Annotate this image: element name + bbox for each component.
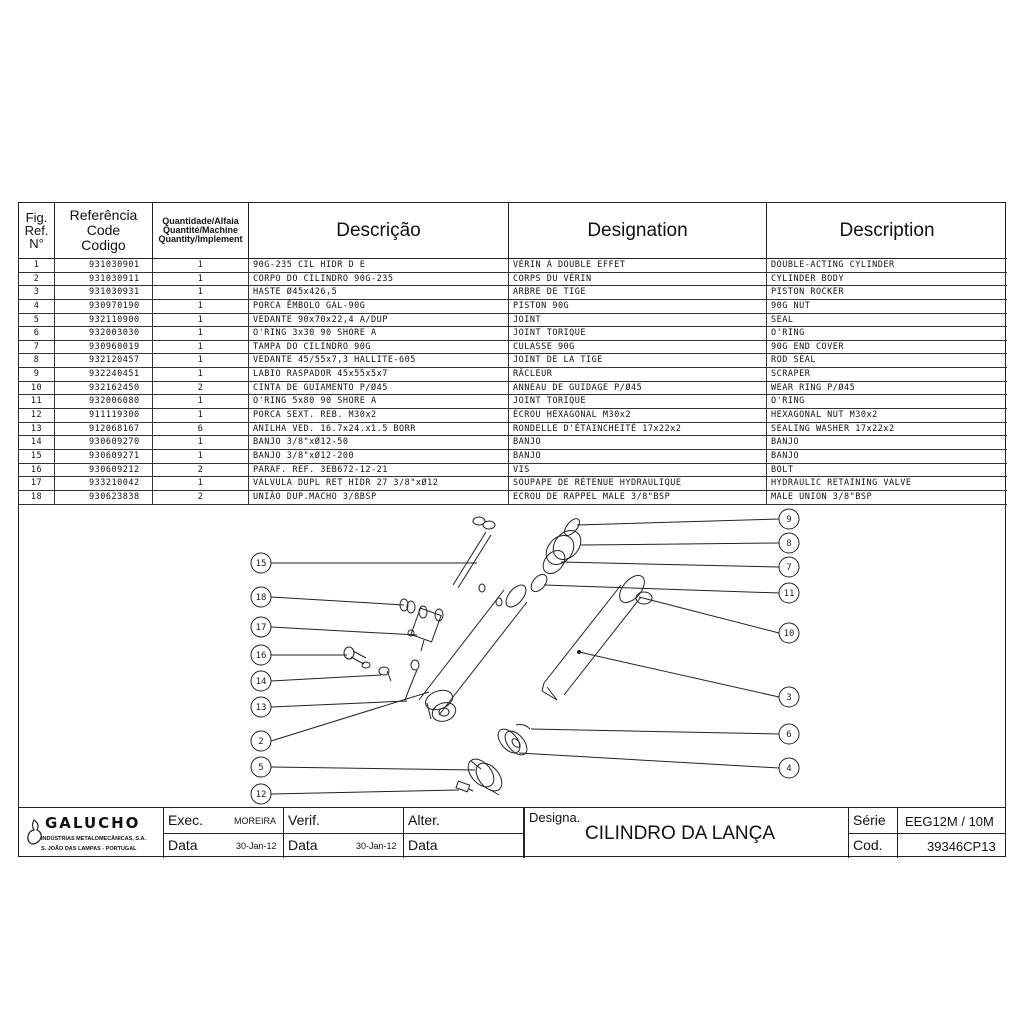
company-logo-cell xyxy=(19,808,164,858)
cell-fr: RONDELLE D'ÉTAINCHEITÉ 17x22x2 xyxy=(509,423,767,436)
header-ref-line1: Fig. xyxy=(25,210,48,225)
cell-ref: 2 xyxy=(19,273,55,286)
cell-code: 931030901 xyxy=(55,259,153,272)
cell-ref: 9 xyxy=(19,368,55,381)
cell-code: 930609212 xyxy=(55,464,153,477)
header-qty-line1: Quantidade/Alfaia xyxy=(162,216,239,226)
cell-ref: 12 xyxy=(19,409,55,422)
cell-fr: ARBRE DE TIGE xyxy=(509,286,767,299)
table-row xyxy=(19,341,1007,355)
callout-12: 12 xyxy=(255,790,267,800)
title-block xyxy=(19,807,1005,858)
gland-seals-shape xyxy=(528,516,587,594)
header-code-line3: Codigo xyxy=(81,237,126,253)
cell-fr: PISTON 90G xyxy=(509,300,767,313)
cell-ref: 6 xyxy=(19,327,55,340)
oring-6-shape xyxy=(516,725,530,730)
table-row xyxy=(19,259,1007,273)
table-row xyxy=(19,286,1007,300)
cell-pt: BANJO 3/8"xØ12-200 xyxy=(249,450,509,463)
table-row xyxy=(19,409,1007,423)
parts-table xyxy=(19,259,1007,505)
cell-fr: CORPS DU VÉRIN xyxy=(509,273,767,286)
cell-ref: 4 xyxy=(19,300,55,313)
table-row xyxy=(19,314,1007,328)
cell-en: O'RING xyxy=(771,396,805,407)
cell-code: 932120457 xyxy=(55,354,153,367)
designa-label: Designa. xyxy=(529,810,581,825)
callouts-left xyxy=(251,553,477,804)
callout-16: 16 xyxy=(255,651,267,661)
exec-date: 30-Jan-12 xyxy=(236,841,277,851)
serie-cod-cell xyxy=(849,808,1005,858)
table-row xyxy=(19,477,1007,491)
cell-fr: JOINT xyxy=(509,314,767,327)
callout-7: 7 xyxy=(786,563,792,573)
cell-en: BANJO xyxy=(771,450,800,461)
cell-ref: 10 xyxy=(19,382,55,395)
cell-code: 933210042 xyxy=(55,477,153,490)
table-row xyxy=(19,464,1007,478)
cell-en: DOUBLE-ACTING CYLINDER xyxy=(771,260,895,270)
callout-14: 14 xyxy=(255,677,267,687)
cell-fr: JOINT DE LA TIGE xyxy=(509,354,767,367)
cell-pt: PORCA SEXT. REB. M30x2 xyxy=(249,409,509,422)
exec-cell xyxy=(164,808,284,858)
cell-pt: CINTA DE GUIAMENTO P/Ø45 xyxy=(249,382,509,395)
callout-4: 4 xyxy=(786,764,792,774)
table-row xyxy=(19,395,1007,409)
cell-qty: 1 xyxy=(153,273,249,286)
retaining-valve-shape xyxy=(400,599,443,651)
cell-pt: ANILHA VED. 16.7x24.x1.5 BORR xyxy=(249,423,509,436)
cell-qty: 2 xyxy=(153,464,249,477)
header-qty xyxy=(153,203,249,259)
cell-pt: O'RING 3x30 90 SHORE A xyxy=(249,327,509,340)
cell-en: 90G NUT xyxy=(771,300,811,311)
cell-code: 912068167 xyxy=(55,423,153,436)
verif-label: Verif. xyxy=(288,812,320,828)
alter-date-label: Data xyxy=(408,837,438,853)
company-sub1: INDÚSTRIAS METALOMECÂNICAS, S.A. xyxy=(41,836,147,842)
cell-fr: CULASSE 90G xyxy=(509,341,767,354)
table-row xyxy=(19,382,1007,396)
callout-2: 2 xyxy=(258,737,264,747)
header-qty-line3: Quantity/Implement xyxy=(158,234,243,244)
header-code-line1: Referência xyxy=(69,207,138,223)
cell-ref: 5 xyxy=(19,314,55,327)
cell-en: PISTON ROCKER xyxy=(771,287,845,298)
cell-code: 930609270 xyxy=(55,436,153,449)
table-row xyxy=(19,450,1007,464)
cell-qty: 2 xyxy=(153,491,249,504)
exploded-view-drawing xyxy=(19,505,1005,807)
callout-18: 18 xyxy=(255,593,267,603)
exec-label: Exec. xyxy=(168,812,204,828)
callout-3: 3 xyxy=(786,693,792,703)
cell-pt: 90G-235 CIL HIDR D E xyxy=(249,259,509,272)
cell-ref: 8 xyxy=(19,354,55,367)
cell-code: 930960019 xyxy=(55,341,153,354)
cell-en: 90G END COVER xyxy=(771,341,845,352)
cell-pt: UNIÃO DUP.MACHO 3/8BSP xyxy=(249,491,509,504)
cell-en: BOLT xyxy=(771,464,794,475)
table-row xyxy=(19,327,1007,341)
banjo-15-shape xyxy=(453,517,495,588)
cell-qty: 1 xyxy=(153,314,249,327)
cell-pt: LABIO RASPADOR 45x55x5x7 xyxy=(249,368,509,381)
company-sub2: S. JOÃO DAS LAMPAS - PORTUGAL xyxy=(41,846,137,852)
cell-pt: O'RING 5x80 90 SHORE A xyxy=(249,395,509,408)
cell-en: HYDRAULIC RETAINING VALVE xyxy=(771,478,912,489)
cell-code: 932110900 xyxy=(55,314,153,327)
cell-fr: RÂCLEUR xyxy=(509,368,767,381)
cell-pt: TAMPA DO CILINDRO 90G xyxy=(249,341,509,354)
cell-qty: 1 xyxy=(153,300,249,313)
company-name: GALUCHO xyxy=(45,814,141,832)
cell-ref: 7 xyxy=(19,341,55,354)
exec-date-label: Data xyxy=(168,837,198,853)
cell-code: 930609271 xyxy=(55,450,153,463)
cell-pt: VÁLVULA DUPL RET HIDR 27 3/8"xØ12 xyxy=(249,477,509,490)
cell-code: 931030931 xyxy=(55,286,153,299)
cell-qty: 1 xyxy=(153,286,249,299)
cell-en: WEAR RING P/Ø45 xyxy=(771,382,856,393)
piston-rod-shape xyxy=(542,571,652,700)
cell-fr: JOINT TORIQUE xyxy=(509,395,767,408)
cell-ref: 3 xyxy=(19,286,55,299)
cell-pt: VEDANTE 90x70x22,4 A/DUP xyxy=(249,314,509,327)
cell-qty: 1 xyxy=(153,327,249,340)
cell-pt: VEDANTE 45/55x7,3 HALLITE-605 xyxy=(249,354,509,367)
cell-pt: BANJO 3/8"xØ12-50 xyxy=(249,436,509,449)
cell-ref: 1 xyxy=(19,259,55,272)
cell-en: MALE UNION 3/8"BSP xyxy=(771,491,873,502)
header-qty-line2: Quantité/Machine xyxy=(162,225,238,235)
cell-ref: 18 xyxy=(19,491,55,504)
header-ref-line2: Ref. xyxy=(24,223,49,238)
cell-code: 931030911 xyxy=(55,273,153,286)
table-row xyxy=(19,354,1007,368)
cell-fr: VÉRIN À DOUBLE EFFET xyxy=(509,259,767,272)
cell-qty: 1 xyxy=(153,341,249,354)
oring-small-a-shape xyxy=(479,584,485,592)
cell-fr: JOINT TORIQUE xyxy=(509,327,767,340)
cell-qty: 2 xyxy=(153,382,249,395)
callout-5: 5 xyxy=(258,763,264,773)
header-descricao: Descrição xyxy=(249,203,509,259)
cell-en: SEALING WASHER 17x22x2 xyxy=(771,423,895,434)
table-row xyxy=(19,300,1007,314)
callout-17: 17 xyxy=(255,623,267,633)
cell-ref: 16 xyxy=(19,464,55,477)
cell-fr: ECROU DE RAPPEL MALE 3/8"BSP xyxy=(509,491,767,504)
cell-fr: ÉCROU HEXAGONAL M30x2 xyxy=(509,409,767,422)
callout-13: 13 xyxy=(255,703,267,713)
cell-en: SEAL xyxy=(771,314,794,325)
cell-qty: 1 xyxy=(153,436,249,449)
cell-ref: 13 xyxy=(19,423,55,436)
serie-label: Série xyxy=(853,812,886,828)
parts-sheet xyxy=(18,202,1006,857)
callouts-right xyxy=(519,509,799,778)
cell-code: 930970190 xyxy=(55,300,153,313)
cell-qty: 1 xyxy=(153,368,249,381)
callout-15: 15 xyxy=(255,559,267,569)
cell-en: HEXAGONAL NUT M30x2 xyxy=(771,410,878,421)
header-designation: Designation xyxy=(509,203,767,259)
cod-value: 39346CP13 xyxy=(927,839,996,854)
oring-small-b-shape xyxy=(496,598,502,606)
callout-6: 6 xyxy=(786,730,792,740)
designa-value: CILINDRO DA LANÇA xyxy=(585,823,776,844)
header-code-line2: Code xyxy=(86,222,121,238)
exec-value: MOREIRA xyxy=(234,816,277,826)
designation-cell xyxy=(524,808,849,858)
alter-label: Alter. xyxy=(408,812,440,828)
cell-qty: 1 xyxy=(153,409,249,422)
cell-qty: 1 xyxy=(153,477,249,490)
cell-ref: 14 xyxy=(19,436,55,449)
header-description: Description xyxy=(767,203,1007,259)
cell-en: CYLINDER BODY xyxy=(771,273,845,284)
cell-code: 911119300 xyxy=(55,409,153,422)
alter-cell xyxy=(404,808,524,858)
cell-qty: 6 xyxy=(153,423,249,436)
table-row xyxy=(19,368,1007,382)
cod-label: Cod. xyxy=(853,837,883,853)
cell-pt: PARAF. REF. 3EB672-12-21 xyxy=(249,464,509,477)
serie-value: EEG12M / 10M xyxy=(905,814,994,829)
cell-en: SCRAPER xyxy=(771,369,811,380)
callout-9: 9 xyxy=(786,515,792,525)
cell-fr: BANJO xyxy=(509,436,767,449)
table-row xyxy=(19,491,1007,505)
header-ref xyxy=(19,203,55,259)
cell-pt: CORPO DO CILINDRO 90G-235 xyxy=(249,273,509,286)
cell-code: 930623838 xyxy=(55,491,153,504)
verif-cell xyxy=(284,808,404,858)
cell-code: 932162450 xyxy=(55,382,153,395)
cell-code: 932006080 xyxy=(55,395,153,408)
cell-en: BANJO xyxy=(771,437,800,448)
table-row xyxy=(19,436,1007,450)
cell-pt: HASTE Ø45x426,5 xyxy=(249,286,509,299)
cell-fr: VIS xyxy=(509,464,767,477)
cell-ref: 15 xyxy=(19,450,55,463)
cell-qty: 1 xyxy=(153,259,249,272)
verif-date: 30-Jan-12 xyxy=(356,841,397,851)
header-code xyxy=(55,203,153,259)
verif-date-label: Data xyxy=(288,837,318,853)
cell-ref: 17 xyxy=(19,477,55,490)
cell-fr: SOUPAPE DE RÉTENUE HYDRAULIQUE xyxy=(509,477,767,490)
cell-qty: 1 xyxy=(153,354,249,367)
cell-code: 932003030 xyxy=(55,327,153,340)
header-ref-line3: N° xyxy=(29,236,44,251)
rooster-logo-icon xyxy=(25,818,43,848)
cell-ref: 11 xyxy=(19,395,55,408)
cell-qty: 1 xyxy=(153,450,249,463)
table-row xyxy=(19,423,1007,437)
cell-code: 932240451 xyxy=(55,368,153,381)
cell-en: O'RING xyxy=(771,328,805,339)
callout-8: 8 xyxy=(786,539,792,549)
table-row xyxy=(19,273,1007,287)
cell-fr: ANNEAU DE GUIDAGE P/Ø45 xyxy=(509,382,767,395)
cell-qty: 1 xyxy=(153,395,249,408)
cell-fr: BANJO xyxy=(509,450,767,463)
bolt-16-shape xyxy=(344,647,370,668)
cell-en: ROD SEAL xyxy=(771,355,816,366)
callout-11: 11 xyxy=(783,589,795,599)
banjo-14-shape xyxy=(379,660,419,700)
cell-pt: PORCA ÊMBOLO GAL-90G xyxy=(249,300,509,313)
callout-10: 10 xyxy=(783,629,795,639)
cylinder-body-shape xyxy=(419,582,530,725)
